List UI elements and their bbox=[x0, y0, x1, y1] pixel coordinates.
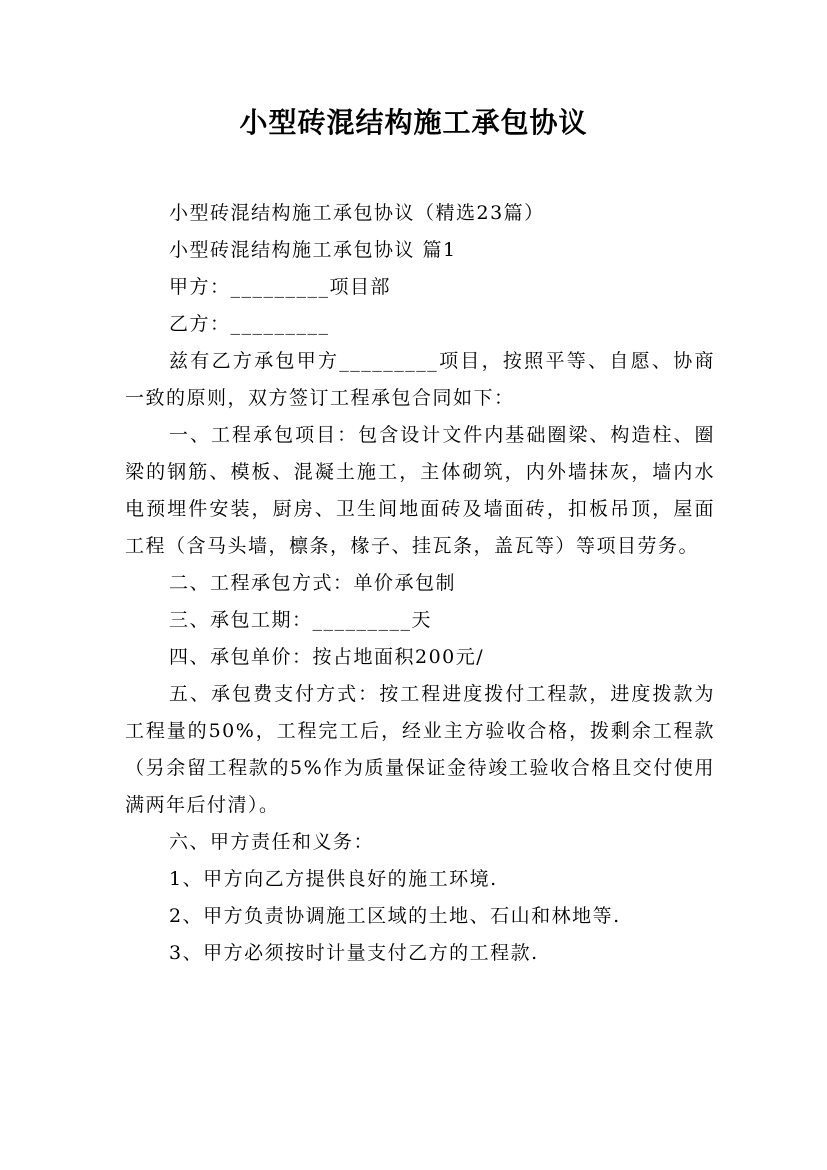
paragraph-clause-5: 五、承包费支付方式：按工程进度拨付工程款，进度拨款为工程量的50%，工程完工后，经业主方验收合格，拨剩余工程款（另余留工程款的5%作为质量保证金待竣工验收合格且交付使用满两年后付清）。 bbox=[125, 683, 715, 816]
paragraph-party-a: 甲方：_________项目部 bbox=[169, 276, 392, 298]
paragraph-item-2: 2、甲方负责协调施工区域的土地、石山和林地等. bbox=[169, 905, 621, 927]
paragraph-clause-4: 四、承包单价：按占地面积200元/ bbox=[169, 646, 485, 668]
paragraph-clause-6: 六、甲方责任和义务： bbox=[169, 831, 375, 853]
document-title: 小型砖混结构施工承包协议 bbox=[239, 106, 588, 139]
paragraph-clause-2: 二、工程承包方式：单价承包制 bbox=[169, 572, 457, 594]
paragraph-clause-1: 一、工程承包项目：包含设计文件内基础圈梁、构造柱、圈梁的钢筋、模板、混凝土施工，主体砌筑，内外墙抹灰，墙内水电预埋件安装，厨房、卫生间地面砖及墙面砖，扣板吊顶，屋面工程（含马头墙，檩条，椽子、挂瓦条，盖瓦等）等项目劳务。 bbox=[125, 424, 715, 557]
paragraph-clause-3: 三、承包工期：_________天 bbox=[169, 609, 433, 631]
paragraph-party-b: 乙方：_________ bbox=[169, 313, 330, 335]
paragraph-item-1: 1、甲方向乙方提供良好的施工环境. bbox=[169, 868, 498, 890]
paragraph-subtitle: 小型砖混结构施工承包协议（精选23篇） bbox=[169, 202, 545, 224]
document-body bbox=[125, 195, 715, 972]
paragraph-item-3: 3、甲方必须按时计量支付乙方的工程款. bbox=[169, 942, 539, 964]
paragraph-preamble: 兹有乙方承包甲方_________项目，按照平等、自愿、协商一致的原则，双方签订工程承包合同如下： bbox=[125, 350, 715, 409]
paragraph-section-heading: 小型砖混结构施工承包协议 篇1 bbox=[169, 239, 457, 261]
